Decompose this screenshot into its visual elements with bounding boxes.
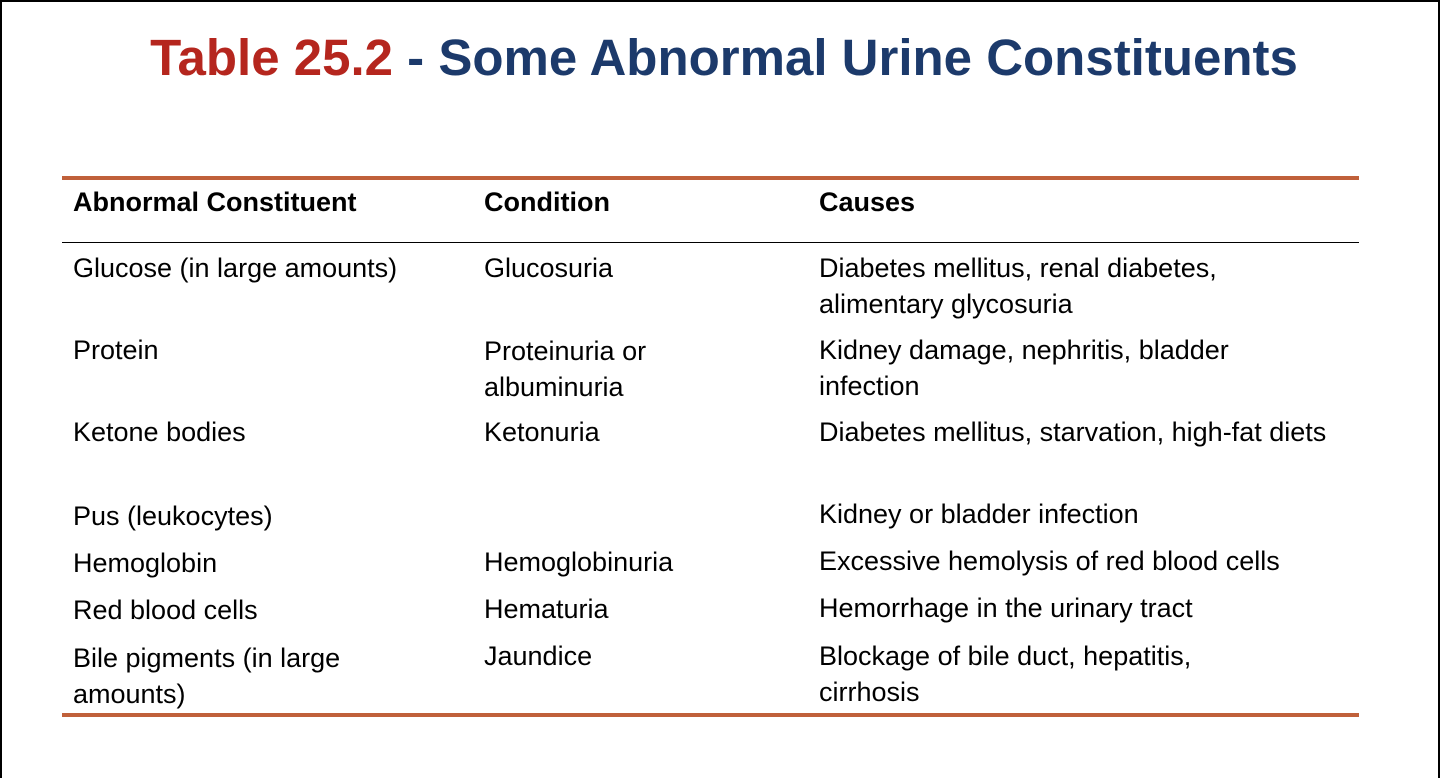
table-row-condition: Hemoglobinuria [484,547,674,577]
table-row-constituent: Bile pigments (in large amounts) [73,643,341,709]
table-row-constituent: Hemoglobin [73,548,218,578]
table-row-condition: Jaundice [484,641,593,671]
table-row-condition: Proteinuria or albuminuria [484,336,647,402]
table-row-constituent: Glucose (in large amounts) [73,253,398,283]
table-row-causes: Kidney or bladder infection [819,499,1139,529]
table-row-causes: Blockage of bile duct, hepatitis, cirrhosis [819,641,1192,707]
table-row-condition: Hematuria [484,594,609,624]
page-title [2,26,1444,90]
title-text: - Some Abnormal Urine Constituents [393,29,1298,86]
table-row-causes: Excessive hemolysis of red blood cells [819,546,1280,576]
table-row-constituent: Red blood cells [73,595,258,625]
table-row-constituent: Ketone bodies [73,417,246,447]
header-divider [62,242,1359,243]
table-row-constituent: Pus (leukocytes) [73,501,273,531]
header-causes: Causes [819,187,916,217]
table-row-condition: Glucosuria [484,253,614,283]
table-row-constituent: Protein [73,335,159,365]
table-number: Table 25.2 [150,29,393,86]
table-row-causes: Kidney damage, nephritis, bladder infection [819,335,1229,401]
table-row-causes: Diabetes mellitus, renal diabetes, alimentary glycosuria [819,253,1217,319]
table-row-condition: Ketonuria [484,417,600,447]
header-condition: Condition [484,187,610,217]
table-bottom-rule [62,713,1359,717]
table-row-causes: Hemorrhage in the urinary tract [819,593,1193,623]
table-row-causes: Diabetes mellitus, starvation, high-fat diets [819,417,1327,447]
table-top-rule [62,176,1359,180]
header-abnormal-constituent: Abnormal Constituent [73,187,357,217]
